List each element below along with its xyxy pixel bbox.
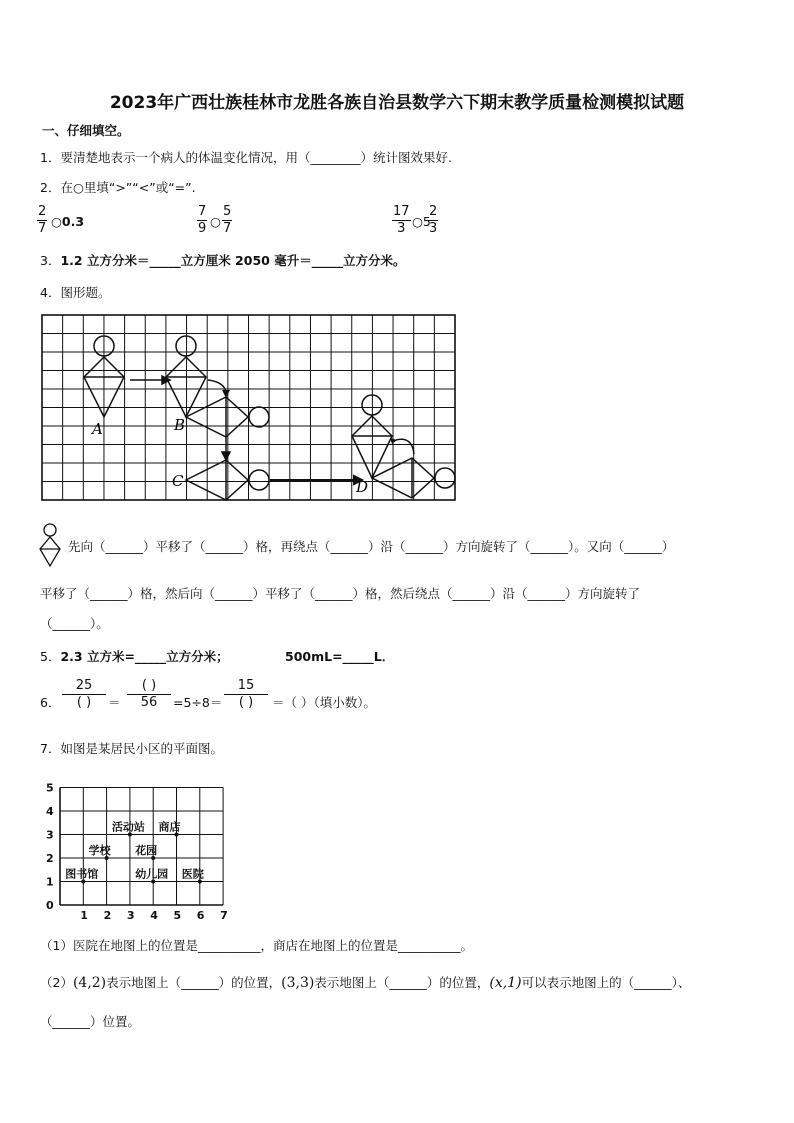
x-tick-label: 1	[80, 909, 88, 922]
equals-sign: ＝	[108, 695, 121, 710]
sub-number: （2）	[40, 975, 73, 990]
y-tick-label: 0	[46, 899, 54, 912]
place-label: 商店	[158, 820, 181, 834]
x-tick-label: 5	[173, 909, 182, 922]
compare-item-1: ○0.3	[51, 214, 85, 229]
label-c: C	[172, 472, 184, 490]
question-2	[40, 178, 196, 196]
fraction: $\frac{7}{9}$	[198, 204, 207, 236]
question-text: 在○里填“>”“<”或“=”.	[60, 180, 196, 195]
x-tick-label: 7	[220, 909, 228, 922]
question-text: 要清楚地表示一个病人的体温变化情况，用（________）统计图效果好.	[60, 150, 452, 165]
compare-circle: ○5	[412, 214, 431, 229]
place-label: 医院	[181, 867, 204, 881]
label-b: B	[174, 416, 186, 434]
question-number: 3．	[40, 253, 61, 268]
q4-answer-line-3: （______）。	[40, 616, 109, 631]
x-tick-label: 3	[126, 909, 135, 922]
x-tick-label: 6	[196, 909, 205, 922]
translate-arrow	[130, 376, 170, 384]
q7-sub-2-line-2: （______）位置。	[40, 1014, 141, 1029]
residential-map-figure	[40, 772, 240, 922]
coordinate: (x,1)	[489, 975, 522, 991]
question-text: 2.3 立方米=_____立方分米；	[60, 649, 229, 664]
place-label: 学校	[88, 844, 111, 857]
question-number: 5．	[40, 649, 61, 664]
place-label: 花园	[135, 844, 158, 857]
x-tick-label: 4	[150, 909, 158, 922]
question-4	[40, 283, 110, 301]
translate-arrow-right	[270, 476, 362, 484]
question-7	[40, 739, 223, 757]
place-label: 图书馆	[65, 867, 99, 881]
page-title: 2023年广西壮族桂林市龙胜各族自治县数学六下期末教学质量检测模拟试题	[109, 93, 685, 113]
compare-circle: ○	[210, 214, 221, 229]
place-label: 幼儿园	[135, 867, 169, 881]
fraction: 25 ( )	[62, 678, 106, 711]
question-number: 6．	[40, 695, 61, 710]
question-5	[40, 647, 229, 665]
translate-arrow-down	[222, 437, 230, 460]
kite-icon	[38, 522, 66, 570]
question-number: 7．	[40, 741, 61, 756]
question-number: 4．	[40, 285, 61, 300]
fraction: $\frac{17}{3}$	[393, 204, 410, 236]
sub-text: 可以表示地图上的（______）、	[521, 975, 691, 990]
label-d: D	[356, 478, 369, 496]
question-number: 1．	[40, 150, 61, 165]
coordinate: (3,3)	[281, 975, 315, 991]
question-text: ＝（ ）（填小数）。	[272, 695, 376, 710]
fraction: ( ) 56	[127, 678, 171, 711]
sub-text: 表示地图上（______）的位置，	[314, 975, 490, 990]
sub-text: 表示地图上（______）的位置，	[106, 975, 282, 990]
question-text: 图形题。	[60, 285, 111, 300]
fraction: $\frac{5}{7}$	[223, 204, 232, 236]
x-tick-label: 2	[103, 909, 112, 922]
transformation-grid-figure	[40, 312, 460, 504]
question-5-part-2: 500mL=_____L．	[285, 649, 395, 664]
question-text: 1.2 立方分米＝_____立方厘米 2050 毫升＝_____立方分米。	[60, 253, 406, 268]
q7-sub-2	[40, 973, 690, 991]
fraction: $\frac{2}{7}$	[38, 204, 47, 236]
q4-answer-line-2: 平移了（______）格，然后向（______）平移了（______）格，然后绕点（______）沿（______）方向旋转了	[40, 586, 641, 601]
coordinate: (4,2)	[72, 975, 107, 991]
q4-answer-line-1: 先向（______）平移了（______）格，再绕点（______）沿（______）方向旋转了（______）。又向（______）	[68, 539, 675, 554]
fraction: $\frac{2}{3}$	[429, 204, 438, 236]
y-tick-label: 2	[46, 852, 54, 865]
label-a: A	[92, 420, 103, 438]
division-text: =5÷8＝	[173, 695, 223, 710]
question-number: 2．	[40, 180, 61, 195]
y-tick-label: 5	[46, 781, 54, 795]
question-3	[40, 251, 405, 269]
y-tick-label: 4	[46, 805, 54, 818]
y-tick-label: 1	[46, 875, 54, 889]
y-tick-label: 3	[46, 828, 54, 842]
fraction: 15 ( )	[224, 678, 268, 711]
question-1	[40, 148, 452, 166]
q7-sub-1: （1）医院在地图上的位置是__________，商店在地图上的位置是__________。	[40, 938, 473, 953]
place-label: 活动站	[111, 820, 145, 834]
question-text: 如图是某居民小区的平面图。	[60, 741, 223, 756]
section-heading: 一、仔细填空。	[42, 123, 130, 138]
